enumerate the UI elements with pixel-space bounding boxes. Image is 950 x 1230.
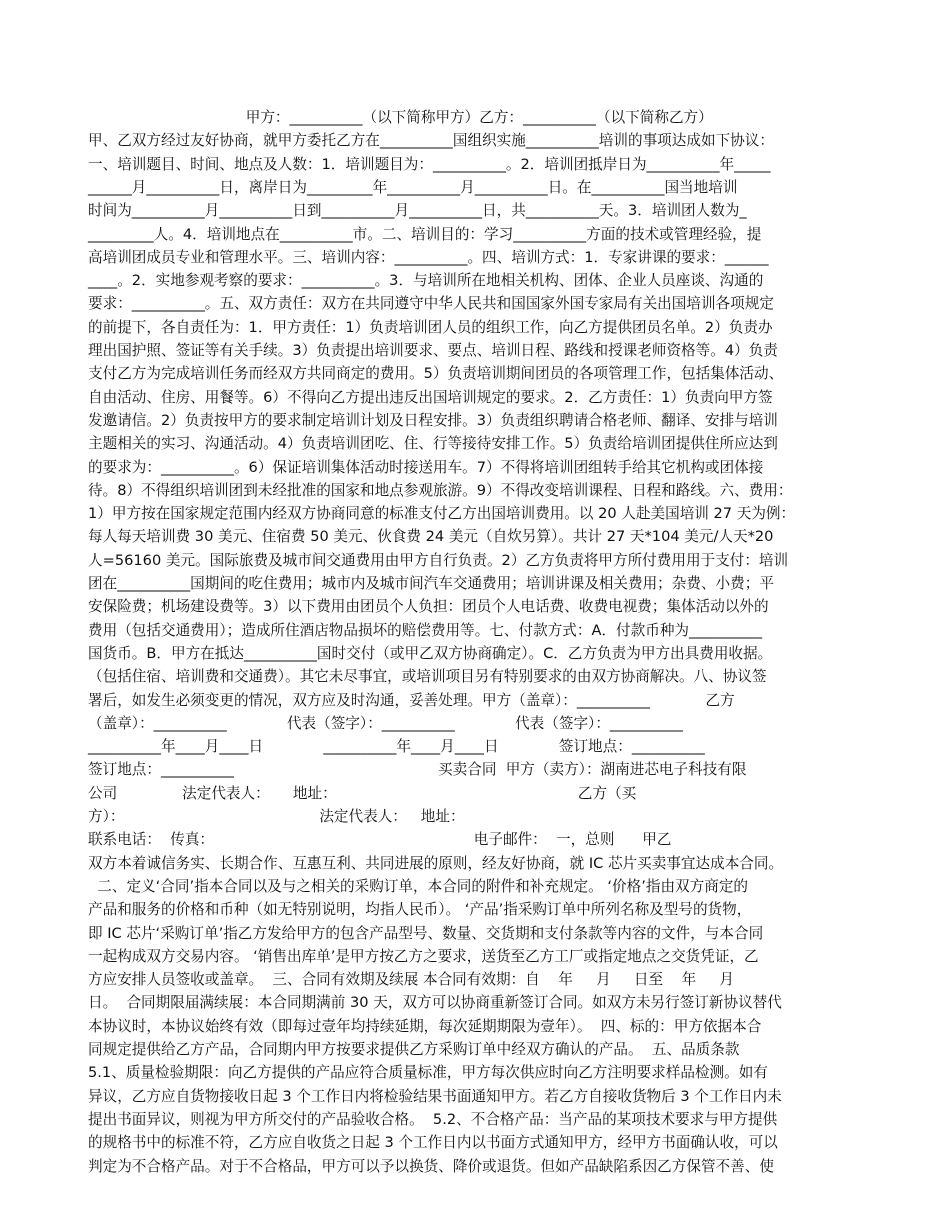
- text-line: 联系电话： 传真： 电子邮件： 一，总则 甲乙: [88, 831, 672, 849]
- text-line: 方）： 法定代表人： 地址：: [88, 808, 465, 825]
- text-line: 本协议时，本协议始终有效（即每过壹年均持续延期，每次延期期限为壹年）。 四、标的：甲方依据本合: [88, 1017, 762, 1035]
- text-line: 一、培训题目、时间、地点及人数：1．培训题目为：__________。2．培训团抵岸日为__________年_____: [88, 155, 771, 173]
- text-line: 要求：__________。五、双方责任：双方在共同遵守中华人民共和国国家外国专家局有关出国培训各项规定: [88, 295, 774, 313]
- text-line: 发邀请信。2）负责按甲方的要求制定培训计划及日程安排。3）负责组织聘请合格老师、翻译、安排与培训: [88, 411, 778, 429]
- text-line: 待。8）不得组织培训团到未经批准的国家和地点参观旅游。9）不得改变培训课程、日程和路线。六、费用：: [88, 481, 793, 499]
- text-line: 国货币。B．甲方在抵达__________国时交付（或甲乙双方协商确定）。C．乙方负责为甲方出具费用收据。: [88, 644, 773, 662]
- text-line: 签订地点：__________ 买卖合同 甲方（卖方）：湖南进芯电子科技有限: [88, 761, 747, 779]
- text-line: 异议，乙方应自货物接收日起 3 个工作日内将检验结果书面通知甲方。若乙方自接收货物后 3 个工作日内未: [88, 1087, 782, 1105]
- text-line: __________年____月____日 __________年____月____日 签订地点：__________: [88, 738, 705, 756]
- text-line: 人=56160 美元。国际旅费及城市间交通费用由甲方自行负责。2）乙方负责将甲方所付费用用于支付：培训: [88, 551, 789, 569]
- text-line: 的规格书中的标准不符，乙方应自收货之日起 3 个工作日内以书面方式通知甲方，经甲方书面确认收，可以: [88, 1134, 778, 1152]
- text-line: 一起构成双方交易内容。 ‘销售出库单’是甲方按乙方之要求，送货至乙方工厂或指定地点之交货凭证，乙: [88, 947, 759, 965]
- text-line: 公司 法定代表人： 地址： 乙方（买: [88, 784, 637, 802]
- text-line: 团在__________国期间的吃住费用；城市内及城市间汽车交通费用；培训讲课及相关费用；杂费、小费；平: [88, 575, 774, 592]
- text-line: 日。 合同期限届满续展：本合同期满前 30 天，双方可以协商重新签订合同。如双方未另行签订新协议替代: [88, 994, 782, 1012]
- text-line: 双方本着诚信务实、长期合作、互惠互利、共同进展的原则，经友好协商，就 IC 芯片买卖事宜达成本合同。: [88, 854, 784, 872]
- text-line: 安保险费；机场建设费等。3）以下费用由团员个人负担：团员个人电话费、收费电视费；集体活动以外的: [88, 598, 769, 616]
- text-line: 甲方：__________（以下简称甲方）乙方：__________（以下简称乙方）: [88, 109, 713, 126]
- text-line: 费用（包括交通费用）；造成所住酒店物品损坏的赔偿费用等。七、付款方式：A．付款币种为__________: [88, 621, 762, 639]
- text-line: 理出国护照、签证等有关手续。3）负责提出培训要求、要点、培训日程、路线和授课老师资格等。4）负责: [88, 342, 778, 359]
- text-line: 判定为不合格产品。对于不合格品，甲方可以予以换货、降价或退货。但如产品缺陷系因乙方保管不善、使: [88, 1157, 774, 1175]
- text-line: 5.1、质量检验期限：向乙方提供的产品应符合质量标准，甲方每次供应时向乙方注明要求样品检测。如有: [88, 1064, 768, 1082]
- text-line: _________人。4．培训地点在__________市。二、培训目的：学习__________方面的技术或管理经验，提: [88, 225, 762, 243]
- text-line: 1）甲方按在国家规定范围内经双方协商同意的标准支付乙方出国培训费用。以 20 人赴美国培训 27 天为例：: [88, 505, 796, 523]
- text-line: 产品和服务的价格和币种（如无特别说明，均指人民币）。 ‘产品’指采购订单中所列名称及型号的货物，: [88, 901, 752, 919]
- text-line: 同规定提供给乙方产品，合同期内甲方按要求提供乙方采购订单中经双方确认的产品。 五、品质条款: [88, 1041, 740, 1058]
- text-line: 高培训团成员专业和管理水平。三、培训内容：__________。四、培训方式：1．专家讲课的要求：______: [88, 248, 769, 266]
- text-line: 提出书面异议，则视为甲方所交付的产品验收合格。 5.2、不合格产品：当产品的某项技术要求与甲方提供: [88, 1110, 778, 1128]
- text-line: 二、定义‘合同’指本合同以及与之相关的采购订单，本合同的附件和补充规定。 ‘价格’指由双方商定的: [88, 877, 749, 895]
- text-line: 即 IC 芯片‘采购订单’指乙方发给甲方的包含产品型号、数量、交货期和支付条款等内容的文件，与本合同: [88, 924, 764, 942]
- text-line: 的前提下，各自责任为：1．甲方责任：1）负责培训团人员的组织工作，向乙方提供团员名单。2）负责办: [88, 318, 773, 336]
- text-line: ____。2．实地参观考察的要求：__________。3．与培训所在地相关机构、团体、企业人员座谈、沟通的: [88, 272, 764, 290]
- text-line: 的要求为：__________。6）保证培训集体活动时接送用车。7）不得将培训团组转手给其它机构或团体接: [88, 458, 764, 476]
- text-line: 自由活动、住房、用餐等。6）不得向乙方提出违反出国培训规定的要求。2．乙方责任：1）负责向甲方签: [88, 388, 773, 406]
- text-line: （盖章）：__________ 代表（签字）：__________ 代表（签字）：__________: [88, 714, 683, 732]
- text-line: 时间为__________月__________日到__________月__________日，共__________天。3．培训团人数为_: [88, 202, 747, 220]
- text-line: 支付乙方为完成培训任务而经双方共同商定的费用。5）负责培训期间团员的各项管理工作，包括集体活动、: [88, 365, 784, 383]
- text-line: ______月__________日，离岸日为_________年__________月__________日。在__________国当地培训: [88, 178, 738, 196]
- text-line: 甲、乙双方经过友好协商，就甲方委托乙方在__________国组织实施__________培训的事项达成如下协议：: [88, 132, 774, 150]
- text-line: 主题相关的实习、沟通活动。4）负责培训团吃、住、行等接待安排工作。5）负责给培训团提供住所应达到: [88, 435, 778, 453]
- text-line: 署后，如发生必须变更的情况，双方应及时沟通，妥善处理。甲方（盖章）：__________ 乙方: [88, 691, 735, 709]
- text-line: （包括住宿、培训费和交通费）。其它未尽事宜，或培训项目另有特别要求的由双方协商解决。八、协议签: [88, 668, 767, 686]
- text-line: 每人每天培训费 30 美元、住宿费 50 美元、伙食费 24 美元（自炊另算）。共计 27 天*104 美元/人天*20: [88, 528, 774, 546]
- text-line: 方应安排人员签收或盖章。 三、合同有效期及续展 本合同有效期：自 年 月 日至 年 月: [88, 971, 734, 989]
